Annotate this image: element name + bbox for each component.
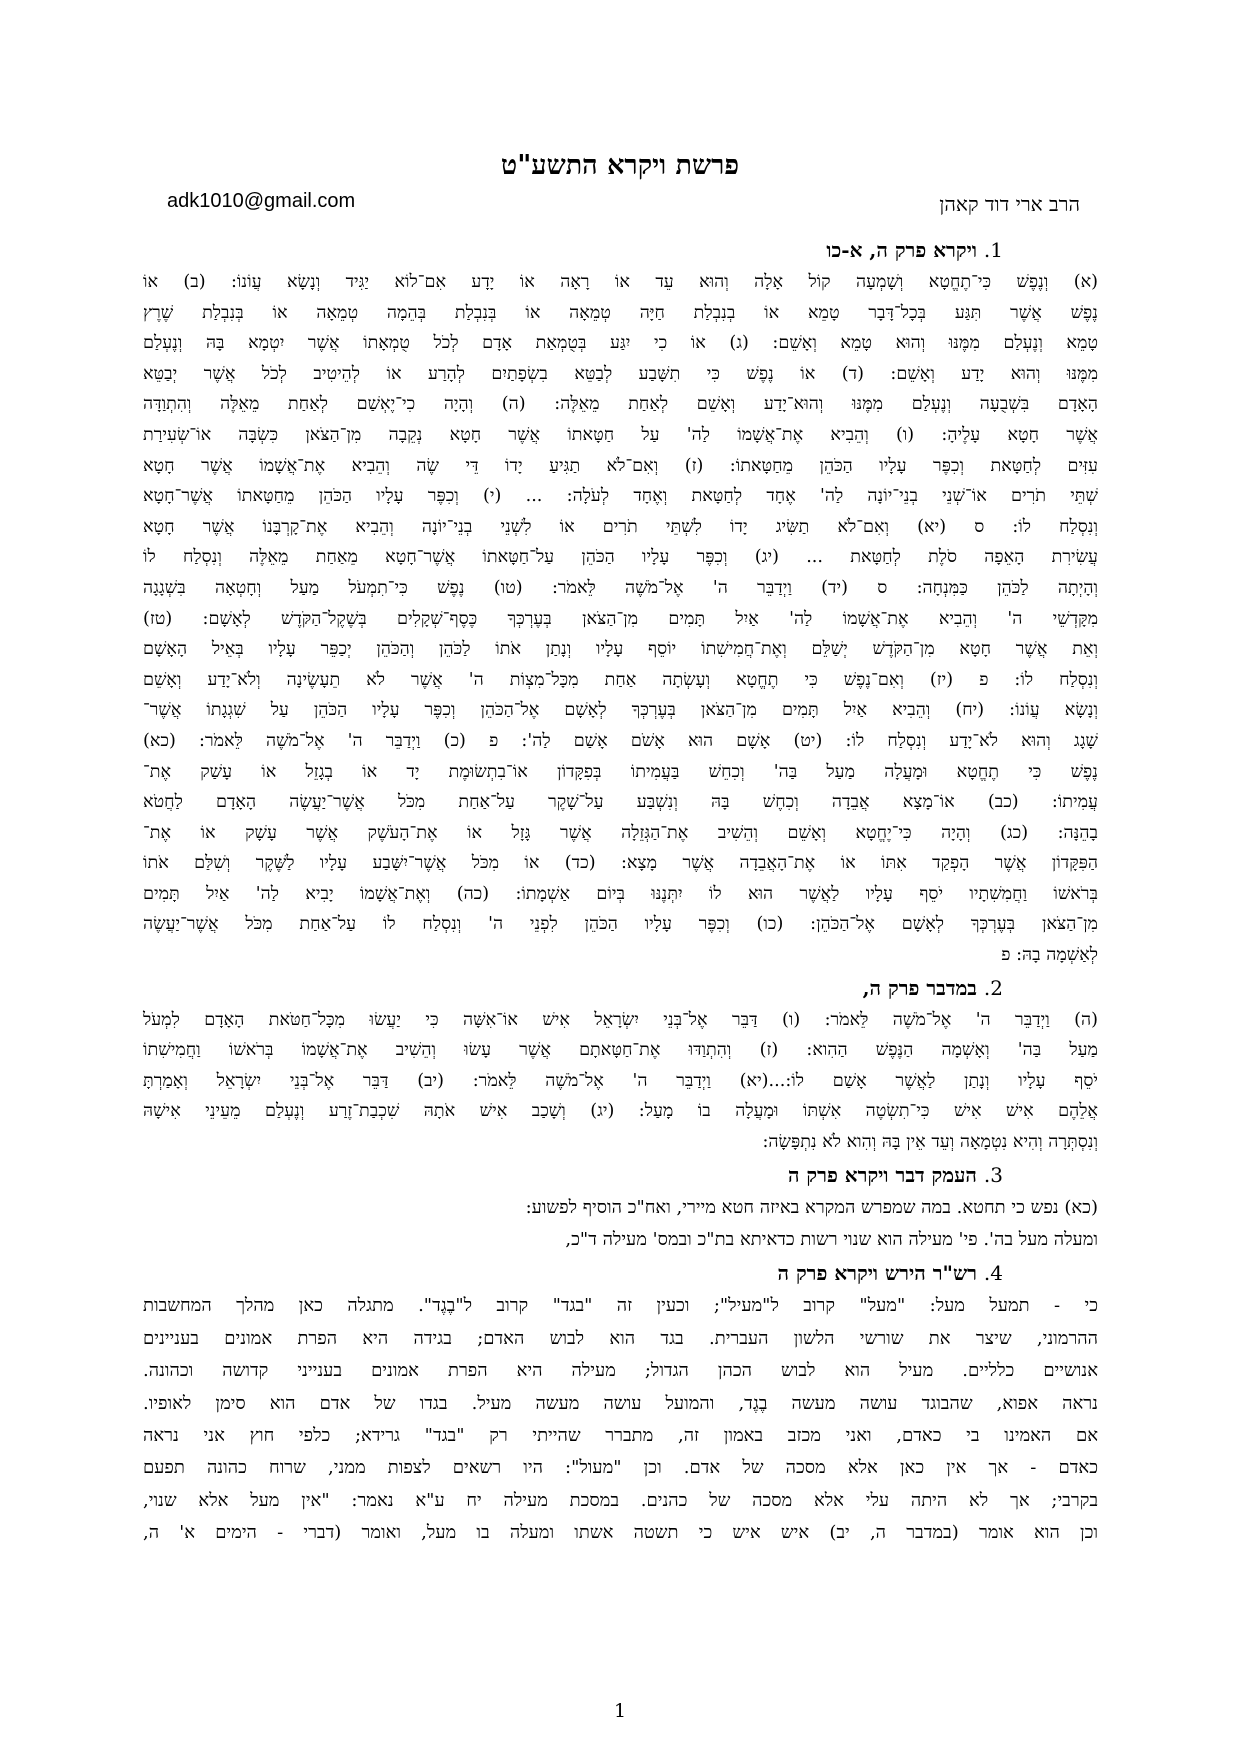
text-line: וְהָיְתָה לַכֹּהֵן כַּמִּנְחָה: ס (יד) וַיְדַבֵּר ה' אֶל־מֹשֶׁה לֵּאמֹר: (טו) נֶפֶשׁ כִּי־תִמְעֹל מַעַל וְחָטְאָה בִּשְׁגָגָה — [143, 577, 1098, 598]
text-line: מִן־הַצֹּאן בְּעֶרְכְּךָ לְאָשָׁם אֶל־הַכֹּהֵן: (כו) וְכִפֶּר עָלָיו הַכֹּהֵן לִפְנֵי ה' וְנִסְלַח לוֹ עַל־אַחַת מִכֹּל אֲשֶׁר־יַעֲשֶׂה — [143, 914, 1098, 935]
text-line: ההרמוני, שיצר את שורשי הלשון העברית. בגד הוא לבוש האדם; בגידה היא הפרת אמונים בעניינים — [143, 1327, 1098, 1349]
text-line: עִזִּים לְחַטָּאת וְכִפֶּר עָלָיו הַכֹּהֵן מֵחַטָּאתוֹ: (ז) וְאִם־לֹא תַגִּיעַ יָדוֹ דֵּי שֶׂה וְהֵבִיא אֶת־אֲשָׁמוֹ אֲשֶׁר חָטָא — [143, 455, 1098, 476]
document-title: פרשת ויקרא התשע"ט — [500, 150, 740, 181]
section-title: רש"ר הירש ויקרא פרק ה — [777, 1261, 977, 1286]
page-number: 1 — [613, 1700, 627, 1722]
section-title: ויקרא פרק ה, א-כו — [826, 238, 977, 262]
text-line: בקרבי; אך לא היתה עלי אלא מסכה של כהנים. במסכת מעילה יח ע"א נאמר: "אין מעל אלא שנוי, — [143, 1489, 1098, 1511]
text-line: לְאַשְׁמָה בָהּ: פ — [1001, 945, 1098, 966]
section-heading — [143, 971, 1098, 1005]
text-line: עֲשִׂירִת הָאֵפָה סֹלֶת לְחַטָּאת ... (יג) וְכִפֶּר עָלָיו הַכֹּהֵן עַל־חַטָּאתוֹ אֲשֶׁר־חָטָא מֵאַחַת מֵאֵלֶּה וְנִסְלַח לוֹ — [143, 547, 1098, 568]
text-line: שָׁגָג וְהוּא לֹא־יָדַע וְנִסְלַח לוֹ: (יט) אָשָׁם הוּא אָשֹׁם אָשַׁם לַה': פ (כ) וַיְדַבֵּר ה' אֶל־מֹשֶׁה לֵּאמֹר: (כא) — [143, 730, 1098, 751]
text-line: טָמֵא וְנֶעְלַם מִמֶּנּוּ וְהוּא טָמֵא וְאָשֵׁם: (ג) אוֹ כִי יִגַּע בְּטֻמְאַת אָדָם לְכֹל טֻמְאָתוֹ אֲשֶׁר יִטְמָא בָּהּ וְנֶעְלַם — [143, 333, 1098, 354]
document-content — [143, 233, 1098, 1550]
text-line: בָהֵנָּה: (כג) וְהָיָה כִּי־יֶחֱטָא וְאָשֵׁם וְהֵשִׁיב אֶת־הַגְּזֵלָה אֲשֶׁר גָּזָל אוֹ אֶת־הָעֹשֶׁק אֲשֶׁר עָשָׁק אוֹ אֶת־ — [143, 822, 1098, 843]
text-line: וכן הוא אומר (במדבר ה, יב) איש איש כי תשטה אשתו ומעלה בו מעל, ואומר (דברי - הימים א' ה, — [143, 1522, 1098, 1544]
text-line: בְּרֹאשׁוֹ וַחֲמִשִׁתָיו יֹסֵף עָלָיו לַאֲשֶׁר הוּא לוֹ יִתְּנֶנּוּ בְּיוֹם אַשְׁמָתוֹ: (כה) וְאֶת־אֲשָׁמוֹ יָבִיא לַה' אַיִל תָּמִים — [143, 883, 1098, 904]
text-line: ומעלה מעל בה'. פי' מעילה הוא שנוי רשות כדאיתא בת"כ ובמס' מעילה ד"כ, — [565, 1229, 1098, 1251]
author-name: הרב ארי דוד קאהן — [939, 192, 1080, 216]
text-line: שְׁתֵּי תֹרִים אוֹ־שְׁנֵי בְנֵי־יוֹנָה לַה' אֶחָד לְחַטָּאת וְאֶחָד לְעֹלָה: ... (י) וְכִפֶּר עָלָיו הַכֹּהֵן מֵחַטָּאתוֹ אֲשֶׁר־חָטָא — [143, 486, 1098, 507]
section-number: 1. — [983, 238, 1003, 262]
text-line: אֲשֶׁר חָטָא עָלֶיהָ: (ו) וְהֵבִיא אֶת־אֲשָׁמוֹ לַה' עַל חַטָּאתוֹ אֲשֶׁר חָטָא נְקֵבָה מִן־הַצֹּאן כִּשְׂבָּה אוֹ־שְׂעִירַת — [143, 424, 1098, 445]
text-line: נֶפֶשׁ כִּי תֶחֱטָא וּמָעֲלָה מַעַל בַּה' וְכִחֵשׁ בַּעֲמִיתוֹ בְּפִקָּדוֹן אוֹ־בִתְשׂוּמֶת יָד אוֹ בְגָזֵל אוֹ עָשַׁק אֶת־ — [143, 761, 1098, 782]
text-line: עֲמִיתוֹ: (כב) אוֹ־מָצָא אֲבֵדָה וְכִחֶשׁ בָּהּ וְנִשְׁבַּע עַל־שָׁקֶר עַל־אַחַת מִכֹּל אֲשֶׁר־יַעֲשֶׂה הָאָדָם לַחֲטֹא — [143, 792, 1098, 813]
section-body — [143, 267, 1098, 971]
section-heading — [143, 1256, 1098, 1290]
text-line: וְאֵת אֲשֶׁר חָטָא מִן־הַקֹּדֶשׁ יְשַׁלֵּם וְאֶת־חֲמִישִׁתוֹ יוֹסֵף עָלָיו וְנָתַן אֹתוֹ לַכֹּהֵן וְהַכֹּהֵן יְכַפֵּר עָלָיו בְּאֵיל הָאָשָׁם — [143, 639, 1098, 660]
text-line: כי - תמעל מעל: "מעל" קרוב ל"מעיל"; וכעין זה "בגד" קרוב ל"בֶגֶד". מתגלה כאן מהלך המחשבות — [143, 1295, 1098, 1317]
text-line: וְנִסְתְּרָה וְהִיא נִטְמָאָה וְעֵד אֵין בָּהּ וְהִוא לֹא נִתְפָּשָׂה: — [762, 1132, 1098, 1153]
text-line: (כא) נפש כי תחטא. במה שמפרש המקרא באיזה חטא מיירי, ואח"כ הוסיף לפשוע: — [525, 1196, 1098, 1218]
text-line: יֹסֵף עָלָיו וְנָתַן לַאֲשֶׁר אָשַׁם לוֹ:...(יא) וַיְדַבֵּר ה' אֶל־מֹשֶׁה לֵּאמֹר: (יב) דַּבֵּר אֶל־בְּנֵי יִשְׂרָאֵל וְאָמַרְתָּ — [143, 1070, 1098, 1091]
text-line: נראה אפוא, שהבוגד עושה מעשה בֶגֶד, והמועל עושה מעשה מעיל. בגדו של אדם הוא סימן לאופיו. — [143, 1392, 1098, 1414]
text-line: הָאָדָם בִּשְׁבֻעָה וְנֶעְלַם מִמֶּנּוּ וְהוּא־יָדַע וְאָשֵׁם לְאַחַת מֵאֵלֶּה: (ה) וְהָיָה כִי־יֶאְשַׁם לְאַחַת מֵאֵלֶּה וְהִתְוַדָּה — [143, 394, 1098, 415]
section-body — [143, 1005, 1098, 1158]
text-line: (ה) וַיְדַבֵּר ה' אֶל־מֹשֶׁה לֵּאמֹר: (ו) דַּבֵּר אֶל־בְּנֵי יִשְׂרָאֵל אִישׁ אוֹ־אִשָּׁה כִּי יַעֲשׂוּ מִכָּל־חַטֹּאת הָאָדָם לִמְעֹל — [143, 1009, 1098, 1030]
text-line: הַפִּקָּדוֹן אֲשֶׁר הָפְקַד אִתּוֹ אוֹ אֶת־הָאֲבֵדָה אֲשֶׁר מָצָא: (כד) אוֹ מִכֹּל אֲשֶׁר־יִשָּׁבַע עָלָיו לַשֶּׁקֶר וְשִׁלַּם אֹתוֹ — [143, 853, 1098, 874]
section-heading — [143, 233, 1098, 267]
text-line: (א) וְנֶפֶשׁ כִּי־תֶחֱטָא וְשָׁמְעָה קוֹל אָלָה וְהוּא עֵד אוֹ רָאָה אוֹ יָדָע אִם־לוֹא יַגִּיד וְנָשָׂא עֲוֹנוֹ: (ב) אוֹ — [143, 272, 1098, 292]
text-line: וְנִסְלַח לוֹ: פ (יז) וְאִם־נֶפֶשׁ כִּי תֶחֱטָא וְעָשְׂתָה אַחַת מִכָּל־מִצְוֹת ה' אֲשֶׁר לֹא תֵעָשֶׂינָה וְלֹא־יָדַע וְאָשֵׁם — [143, 669, 1098, 690]
text-line: אנושיים כלליים. מעיל הוא לבוש הכהן הגדול; מעילה היא הפרת אמונים בענייני קדושה וכהונה. — [143, 1360, 1098, 1382]
text-line: מִקָּדְשֵׁי ה' וְהֵבִיא אֶת־אֲשָׁמוֹ לַה' אַיִל תָּמִים מִן־הַצֹּאן בְּעֶרְכְּךָ כֶּסֶף־שְׁקָלִים בְּשֶׁקֶל־הַקֹּדֶשׁ לְאָשָׁם: (טז) — [143, 608, 1098, 629]
section-number: 3. — [983, 1162, 1003, 1187]
text-line: מִמֶּנּוּ וְהוּא יָדַע וְאָשֵׁם: (ד) אוֹ נֶפֶשׁ כִּי תִשָּׁבַע לְבַטֵּא בִשְׂפָתַיִם לְהָרַע אוֹ לְהֵיטִיב לְכֹל אֲשֶׁר יְבַטֵּא — [143, 363, 1098, 384]
text-line: וְנָשָׂא עֲוֹנוֹ: (יח) וְהֵבִיא אַיִל תָּמִים מִן־הַצֹּאן בְּעֶרְכְּךָ לְאָשָׁם אֶל־הַכֹּהֵן וְכִפֶּר עָלָיו הַכֹּהֵן עַל שִׁגְגָתוֹ אֲשֶׁר־ — [143, 700, 1098, 721]
section-title: במדבר פרק ה, — [862, 975, 977, 1000]
text-line: מַעַל בַּה' וְאָשְׁמָה הַנֶּפֶשׁ הַהִוא: (ז) וְהִתְוַדּוּ אֶת־חַטָּאתָם אֲשֶׁר עָשׂוּ וְהֵשִׁיב אֶת־אֲשָׁמוֹ בְּרֹאשׁוֹ וַחֲמִישִׁתוֹ — [143, 1040, 1098, 1061]
text-line: כאדם - אך אין כאן אלא מסכה של אדם. וכן "מעול": היו רשאים לצפות ממני, שרוח כהונה תפעם — [143, 1457, 1098, 1479]
text-line: נֶפֶשׁ אֲשֶׁר תִּגַּע בְּכָל־דָּבָר טָמֵא אוֹ בְנִבְלַת חַיָּה טְמֵאָה אוֹ בְּנִבְלַת בְּהֵמָה טְמֵאָה אוֹ בְּנִבְלַת שֶׁרֶץ — [143, 302, 1098, 323]
text-line: אם האמינו בי כאדם, ואני מכזב באמון זה, מתברר שהייתי רק "בגד" גרידא; כלפי חוץ אני נראה — [143, 1425, 1098, 1447]
author-email[interactable]: adk1010@gmail.com — [167, 190, 356, 212]
section-title: העמק דבר ויקרא פרק ה — [787, 1162, 977, 1187]
section-number: 2. — [983, 975, 1003, 1000]
section-heading — [143, 1158, 1098, 1192]
text-line: אֲלֵהֶם אִישׁ אִישׁ כִּי־תִשְׂטֶה אִשְׁתּוֹ וּמָעֲלָה בוֹ מָעַל: (יג) וְשָׁכַב אִישׁ אֹתָהּ שִׁכְבַת־זֶרַע וְנֶעְלַם מֵעֵינֵי אִישָׁהּ — [143, 1101, 1098, 1122]
section-number: 4. — [983, 1261, 1003, 1286]
section-body — [143, 1290, 1098, 1549]
section-body — [143, 1192, 1098, 1257]
text-line: וְנִסְלַח לוֹ: ס (יא) וְאִם־לֹא תַשִּׂיג יָדוֹ לִשְׁתֵּי תֹרִים אוֹ לִשְׁנֵי בְנֵי־יוֹנָה וְהֵבִיא אֶת־קָרְבָּנוֹ אֲשֶׁר חָטָא — [143, 516, 1098, 537]
